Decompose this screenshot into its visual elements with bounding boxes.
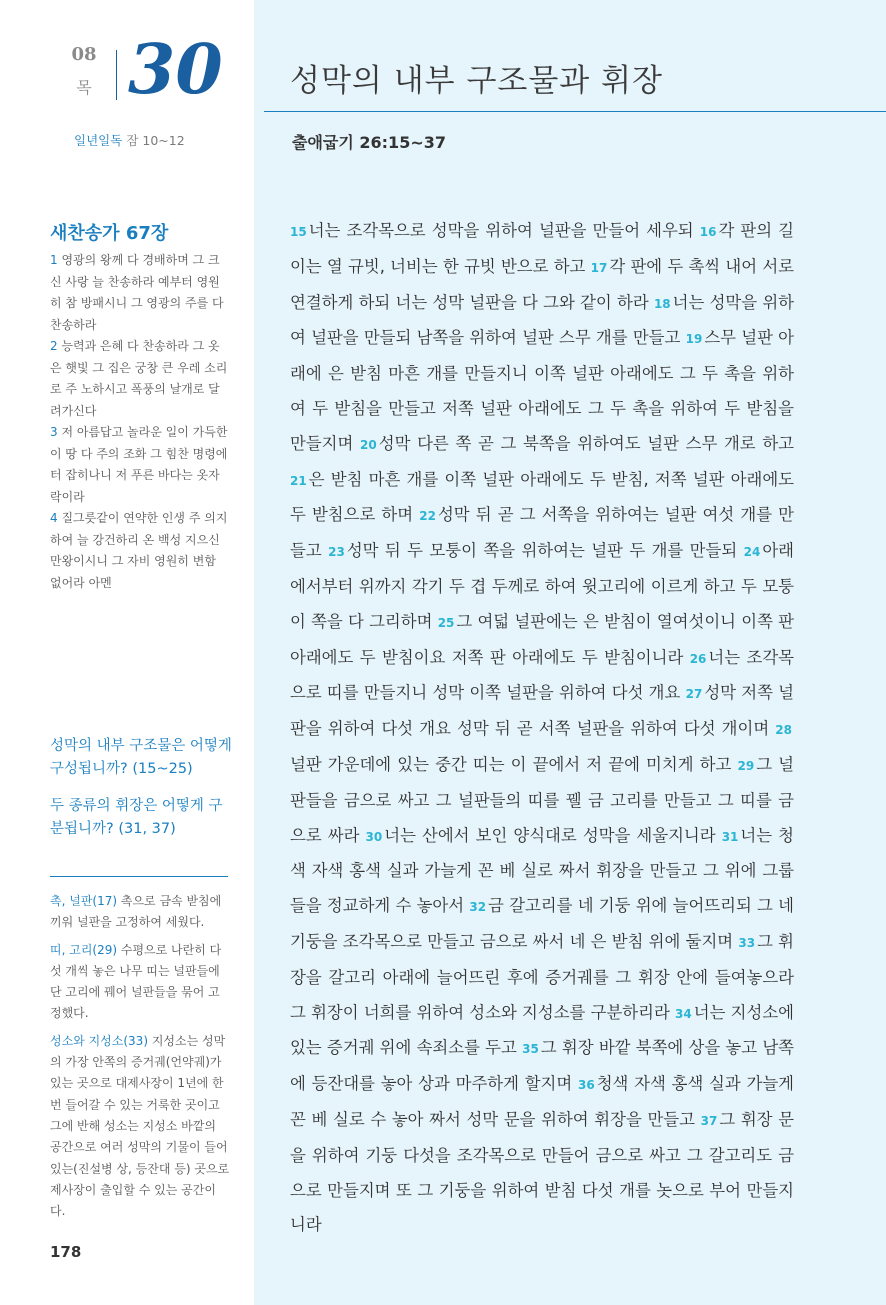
hymn-verse-number: 2: [50, 339, 62, 353]
verse-number: 30: [365, 829, 383, 844]
verse-text: 성막 다른 쪽 곧 그 북쪽을 위하여도 널판 스무 개로 하고: [378, 433, 794, 453]
verse-text: 각 판의 길이는 열 규빗, 너비는 한 규빗 반으로 하고: [290, 221, 794, 276]
notes-divider: [50, 876, 228, 877]
note-text: 지성소는 성막의 가장 안쪽의 증거궤(언약궤)가 있는 곳으로 대제사장이 1년에 한 번 들어갈 수 있는 거룩한 곳이고 그에 반해 성소는 지성소 바깥의 공간으로 여러 성막의 기물이 들어 있는(진설병 상, 등잔대 등) 곳으로 제사장이 출입할 수 있는 공간이다.: [50, 1033, 230, 1219]
hymn-verse-text: 저 아름답고 놀라운 일이 가득한 이 땅 다 주의 조화 그 힘찬 명령에 터 잡히나니 저 푸른 바다는 옷자락이라: [50, 425, 228, 504]
scripture-reference: 출애굽기 26:15~37: [292, 133, 446, 152]
hymn-verse: [50, 422, 230, 508]
hymn-verse: [50, 336, 230, 422]
verse-number: 27: [685, 687, 703, 702]
verse-text: 너는 조각목으로 띠를 만들지니 성막 이쪽 널판을 위하여 다섯 개요: [290, 647, 794, 703]
verse-text: 성막 저쪽 널판을 위하여 다섯 개요 성막 뒤 곧 서쪽 널판을 위하여 다섯 개이며: [290, 683, 794, 739]
verse-number: 18: [653, 296, 671, 311]
verse-number: 31: [721, 829, 739, 844]
verse-text: 그 휘장을 갈고리 아래에 늘어뜨린 후에 증거궤를 그 휘장 안에 들여놓으라 그 휘장이 너희를 위하여 성소와 지성소를 구분하리라: [290, 931, 794, 1022]
verse-text: 너는 산에서 보인 양식대로 성막을 세울지니라: [384, 825, 722, 845]
verse-number: 21: [290, 473, 307, 488]
verse-text: 각 판에 두 촉씩 내어 서로 연결하게 하되 너는 성막 널판을 다 그와 같이 하라: [290, 256, 794, 312]
hymn-lyrics: [50, 250, 230, 594]
hymn-verse: [50, 250, 230, 336]
verse-number: 34: [675, 1006, 692, 1021]
verse-text: 널판 가운데에 있는 중간 띠는 이 끝에서 저 끝에 미치게 하고: [290, 754, 738, 774]
verse-text: 너는 조각목으로 성막을 위하여 널판을 만들어 세우되: [308, 221, 700, 240]
verse-number: 37: [700, 1113, 718, 1128]
glossary-notes: [50, 891, 230, 1228]
yearly-reading: [74, 131, 185, 149]
verse-text: 은 받침 마흔 개를 이쪽 널판 아래에도 두 받침, 저쪽 널판 아래에도 두 받침으로 하며: [290, 469, 794, 525]
day-number: 30: [128, 30, 223, 110]
hymn-verse-text: 능력과 은혜 다 찬송하라 그 옷은 햇빛 그 집은 궁창 큰 우레 소리로 주 노하시고 폭풍의 날개로 달려가신다: [50, 339, 228, 418]
note-item: [50, 891, 230, 934]
verse-text: 그 휘장 바깥 북쪽에 상을 놓고 남쪽에 등잔대를 놓아 상과 마주하게 할지며: [290, 1038, 794, 1094]
verse-text: 성막 뒤 곧 그 서쪽을 위하여는 널판 여섯 개를 만들고: [290, 505, 794, 561]
verse-text: 스무 널판 아래에 은 받침 마흔 개를 만들지니 이쪽 널판 아래에도 그 두 촉을 위하여 두 받침을 만들고 저쪽 널판 아래에도 그 두 촉을 위하여 두 받침을 만들지며: [290, 328, 794, 453]
hymn-verse-text: 영광의 왕께 다 경배하며 그 크신 사랑 늘 찬송하라 예부터 영원히 참 방패시니 그 영광의 주를 다 찬송하라: [50, 253, 224, 332]
verse-text: 성막 뒤 두 모퉁이 쪽을 위하여는 널판 두 개를 만들되: [346, 541, 744, 561]
verse-text: 그 휘장 문을 위하여 기둥 다섯을 조각목으로 만들어 금으로 싸고 그 갈고리도 금으로 만들지며 또 그 기둥을 위하여 받침 다섯 개를 놋으로 부어 만들지니라: [290, 1109, 794, 1235]
title-divider: [264, 111, 886, 112]
verse-text: 그 널판들을 금으로 싸고 그 널판들의 띠를 꿸 금 고리를 만들고 그 띠를 금으로 싸라: [290, 754, 794, 845]
verse-number: 33: [738, 935, 756, 950]
verse-number: 26: [689, 651, 707, 666]
note-text: 촉으로 금속 받침에 끼워 널판을 고정하여 세웠다.: [50, 894, 222, 930]
yearly-reading-ref: 잠 10~12: [126, 133, 185, 148]
question-item: 두 종류의 휘장은 어떻게 구분됩니까? (31, 37): [50, 798, 223, 837]
verse-number: 23: [328, 545, 345, 560]
question-item: 성막의 내부 구조물은 어떻게 구성됩니까? (15~25): [50, 738, 232, 777]
page-title: 성막의 내부 구조물과 휘장: [290, 63, 663, 99]
page-number: 178: [50, 1243, 82, 1261]
verse-number: 16: [699, 225, 717, 239]
note-term: 띠, 고리(29): [50, 942, 118, 957]
yearly-reading-label: 일년일독: [74, 133, 123, 148]
verse-number: 19: [685, 332, 703, 347]
hymn-verse-text: 질그릇같이 연약한 인생 주 의지하여 늘 강건하리 온 백성 지으신 만왕이시니 그 자비 영원히 변함 없어라 아멘: [50, 511, 228, 590]
verse-number: 17: [590, 260, 608, 275]
note-term: 촉, 널판(17): [50, 894, 118, 908]
note-item: [50, 940, 230, 1025]
verse-number: 35: [522, 1042, 539, 1057]
verse-number: 29: [737, 758, 755, 773]
reflection-questions: [50, 735, 235, 855]
weekday: 목: [76, 78, 92, 97]
note-item: [50, 1031, 230, 1223]
verse-text: 아래에서부터 위까지 각기 두 겹 두께로 하여 윗고리에 이르게 하고 두 모퉁이 쪽을 다 그리하며: [290, 541, 794, 631]
verse-text: 너는 청색 자색 홍색 실과 가늘게 꼰 베 실로 짜서 휘장을 만들고 그 위에 그룹들을 정교하게 수 놓아서: [290, 825, 794, 916]
verse-text: 금 갈고리를 네 기둥 위에 늘어뜨리되 그 네 기둥을 조각목으로 만들고 금으로 싸서 네 은 받침 위에 둘지며: [290, 896, 794, 951]
note-text: 수평으로 나란히 다섯 개씩 놓은 나무 띠는 널판들에 단 고리에 꿰어 널판들을 묶어 고정했다.: [50, 942, 222, 1021]
verse-text: 청색 자색 홍색 실과 가늘게 꼰 베 실로 수 놓아 짜서 성막 문을 위하여 휘장을 만들고: [290, 1074, 795, 1129]
verse-text: 그 여덟 널판에는 은 받침이 열여섯이니 이쪽 판 아래에도 두 받침이요 저쪽 판 아래에도 두 받침이니라: [290, 611, 794, 667]
month: 08: [71, 44, 97, 65]
verse-number: 36: [578, 1078, 595, 1093]
verse-number: 32: [469, 900, 487, 915]
verse-number: 24: [743, 545, 761, 560]
hymn-title: 새찬송가 67장: [50, 223, 169, 244]
scripture-text: [290, 214, 794, 1243]
verse-number: 22: [419, 509, 436, 524]
hymn-verse-number: 3: [50, 425, 62, 439]
verse-text: 너는 지성소에 있는 증거궤 위에 속죄소를 두고: [290, 1002, 794, 1058]
hymn-verse: [50, 508, 230, 594]
date-divider: [116, 50, 117, 100]
hymn-verse-number: 4: [50, 511, 62, 525]
verse-number: 28: [775, 723, 792, 738]
verse-number: 25: [437, 615, 455, 630]
verse-number: 15: [290, 225, 307, 239]
verse-number: 20: [360, 437, 377, 452]
verse-text: 너는 성막을 위하여 널판을 만들되 남쪽을 위하여 널판 스무 개를 만들고: [290, 292, 794, 348]
hymn-verse-number: 1: [50, 253, 62, 267]
note-term: 성소와 지성소(33): [50, 1033, 148, 1048]
